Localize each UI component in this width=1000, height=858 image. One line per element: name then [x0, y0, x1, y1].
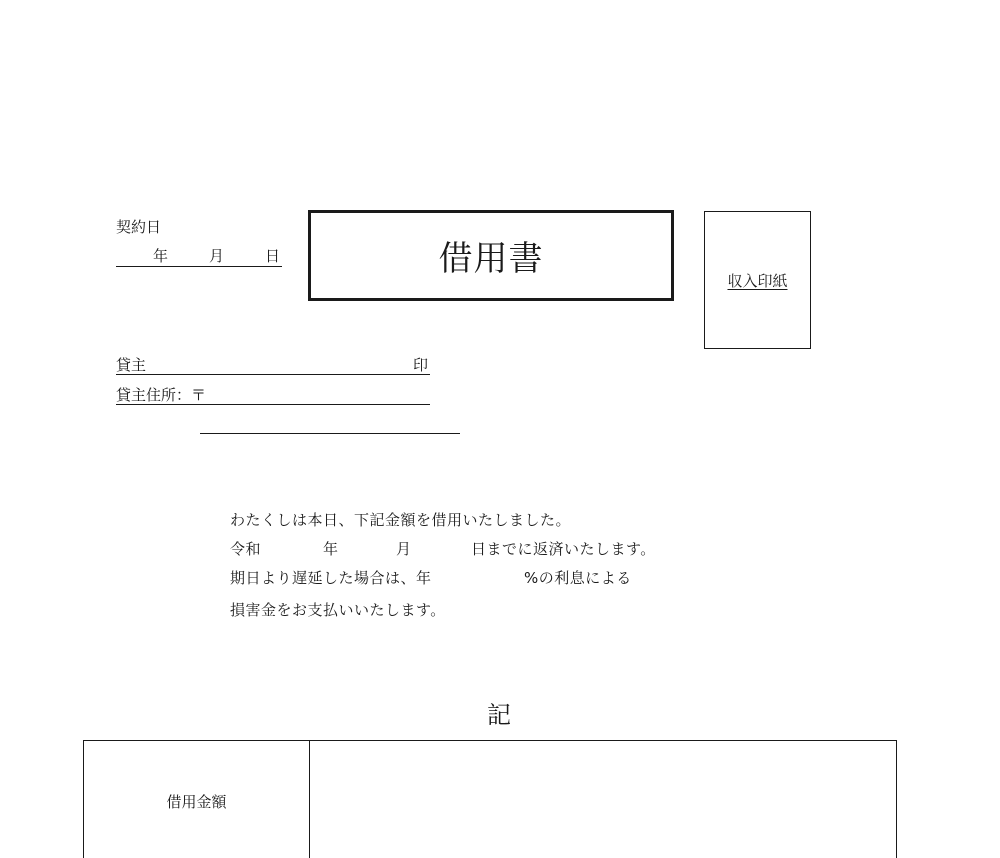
detail-table: [83, 740, 897, 858]
title-box: [308, 210, 674, 301]
contract-date-label: 契約日: [116, 218, 162, 236]
body-line-4: 損害金をお支払いいたします。: [230, 601, 446, 619]
revenue-stamp-box: [704, 211, 811, 349]
lender-address-second-underline: [200, 433, 460, 434]
body-line-2-year: 年: [323, 540, 339, 558]
revenue-stamp-label: 収入印紙: [727, 271, 788, 290]
contract-month-label: 月: [209, 247, 225, 265]
loan-amount-label: 借用金額: [84, 741, 310, 858]
contract-year-label: 年: [153, 247, 169, 265]
lender-address-underline: [116, 404, 430, 405]
body-line-1: わたくしは本日、下記金額を借用いたしました。: [230, 511, 572, 529]
lender-name-underline: [116, 374, 430, 375]
ki-heading: 記: [487, 701, 511, 729]
contract-day-label: 日: [265, 247, 281, 265]
body-line-3-rest: %の利息による: [524, 569, 632, 587]
seal-mark: 印: [413, 356, 429, 374]
document-title: 借用書: [438, 239, 544, 279]
lender-name-label: 貸主: [116, 356, 147, 374]
lender-address-label: 貸主住所：〒: [116, 386, 207, 404]
contract-date-underline: [116, 266, 282, 267]
body-line-2-rest: 日までに返済いたします。: [471, 540, 656, 558]
body-line-2-month: 月: [396, 540, 412, 558]
loan-amount-value: [310, 741, 896, 858]
body-line-2-era: 令和: [230, 540, 262, 558]
body-line-3-start: 期日より遅延した場合は、年: [230, 569, 432, 587]
